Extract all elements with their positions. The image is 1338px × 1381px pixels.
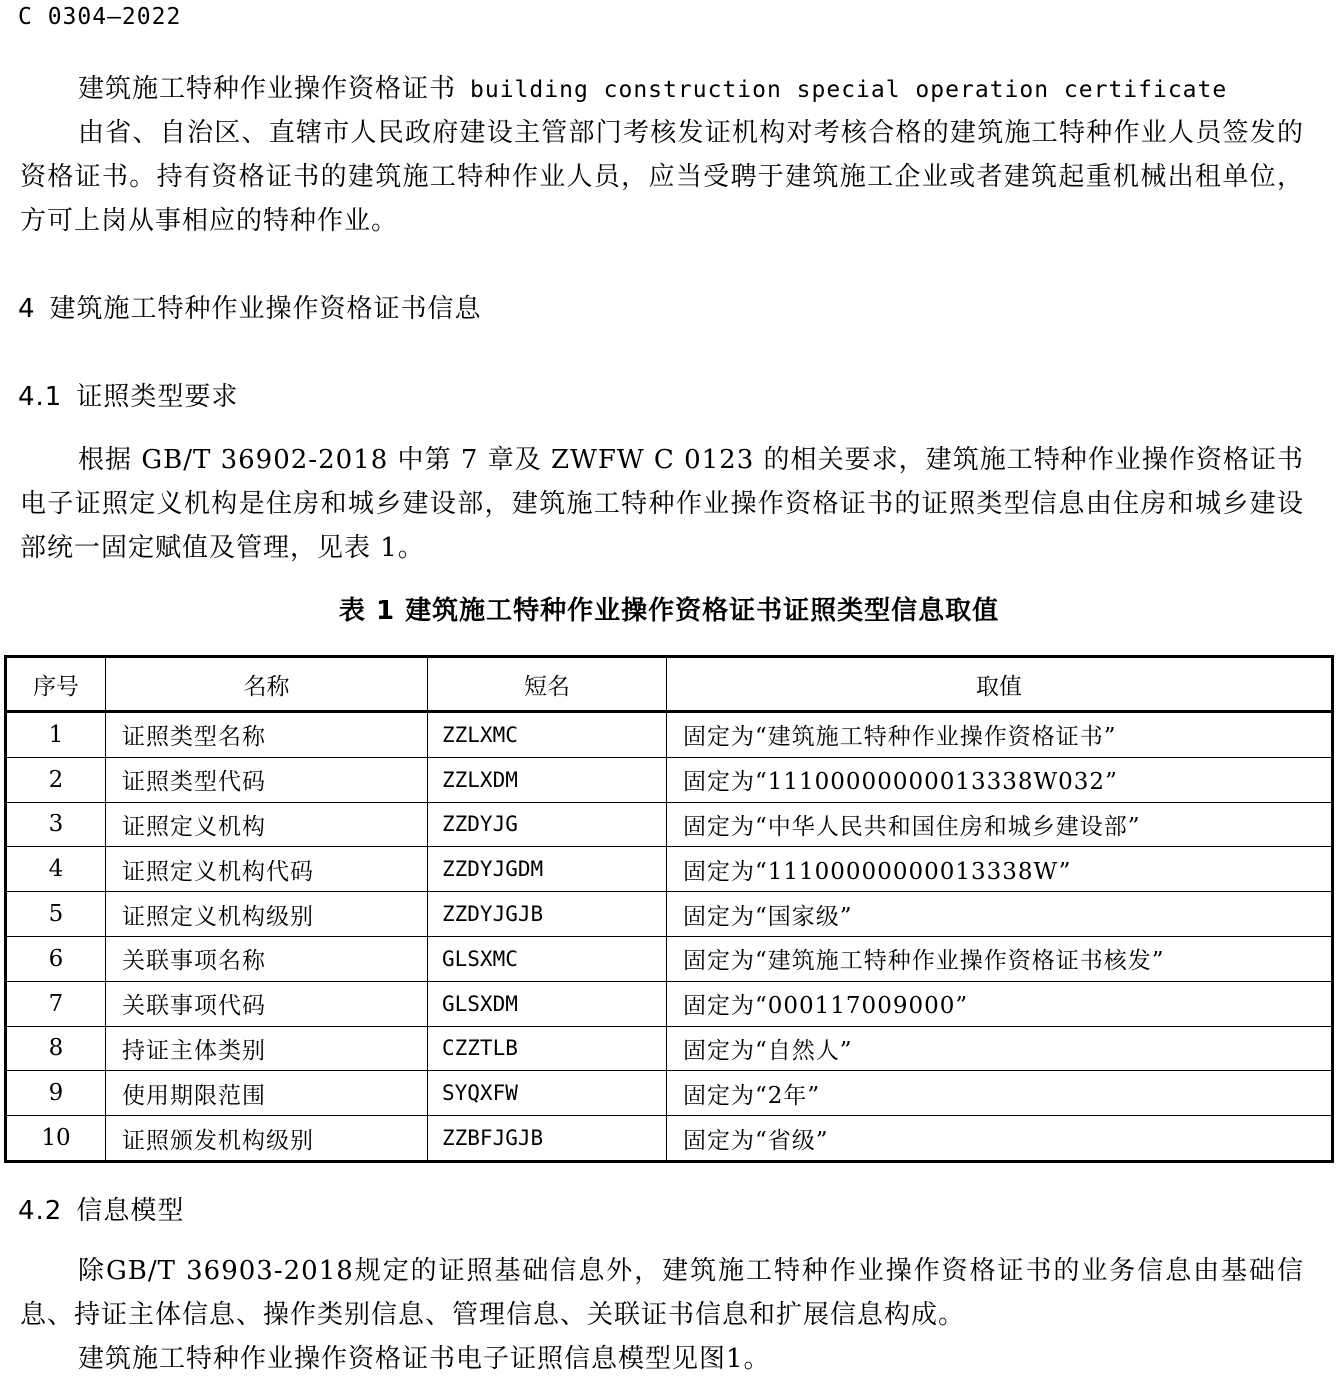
term-zh: 建筑施工特种作业操作资格证书 <box>78 74 457 104</box>
cell-value: 固定为“建筑施工特种作业操作资格证书核发” <box>667 936 1333 981</box>
table-1-caption: 表 1 建筑施工特种作业操作资格证书证照类型信息取值 <box>338 596 1000 626</box>
section-4-2-heading <box>18 1190 184 1227</box>
section-4-1-title: 证照类型要求 <box>76 382 239 412</box>
section-4-2-title: 信息模型 <box>76 1196 185 1226</box>
cell-name: 证照定义机构级别 <box>106 892 428 937</box>
cell-no: 6 <box>6 936 106 981</box>
document-code: C 0304—2022 <box>18 4 182 30</box>
table-1 <box>4 655 1334 1163</box>
cell-value: 固定为“000117009000” <box>667 981 1333 1026</box>
cell-value: 固定为“国家级” <box>667 892 1333 937</box>
cell-name: 关联事项代码 <box>106 981 428 1026</box>
section-4-2-number: 4.2 <box>18 1196 63 1226</box>
cell-name: 证照类型代码 <box>106 757 428 802</box>
cell-name: 证照定义机构代码 <box>106 847 428 892</box>
header-no: 序号 <box>6 657 106 712</box>
cell-value: 固定为“11100000000013338W” <box>667 847 1333 892</box>
cell-short: GLSXMC <box>428 936 667 981</box>
cell-short: ZZDYJGJB <box>428 892 667 937</box>
cell-no: 2 <box>6 757 106 802</box>
cell-value: 固定为“中华人民共和国住房和城乡建设部” <box>667 802 1333 847</box>
section-4-2-figure-ref: 建筑施工特种作业操作资格证书电子证照信息模型见图1。 <box>78 1344 771 1374</box>
table-row <box>6 1026 1333 1071</box>
cell-no: 5 <box>6 892 106 937</box>
cell-short: ZZLXMC <box>428 712 667 758</box>
cell-value: 固定为“省级” <box>667 1116 1333 1162</box>
section-4-1-heading <box>18 376 238 413</box>
section-4-1-number: 4.1 <box>18 382 63 412</box>
cell-no: 3 <box>6 802 106 847</box>
cell-no: 1 <box>6 712 106 758</box>
cell-value: 固定为“11100000000013338W032” <box>667 757 1333 802</box>
cell-value: 固定为“自然人” <box>667 1026 1333 1071</box>
cell-short: ZZDYJGDM <box>428 847 667 892</box>
table-row <box>6 892 1333 937</box>
cell-no: 4 <box>6 847 106 892</box>
term-title <box>78 68 1227 105</box>
header-value: 取值 <box>667 657 1333 712</box>
cell-name: 证照颁发机构级别 <box>106 1116 428 1162</box>
term-en: building construction special operation certificate <box>470 77 1228 103</box>
table-header-row <box>6 657 1333 712</box>
table-row <box>6 1071 1333 1116</box>
cell-short: GLSXDM <box>428 981 667 1026</box>
section-4-heading <box>18 288 482 325</box>
cell-name: 使用期限范围 <box>106 1071 428 1116</box>
cell-name: 持证主体类别 <box>106 1026 428 1071</box>
cell-name: 证照类型名称 <box>106 712 428 758</box>
cell-no: 10 <box>6 1116 106 1162</box>
term-definition: 由省、自治区、直辖市人民政府建设主管部门考核发证机构对考核合格的建筑施工特种作业人员签发的资格证书。持有资格证书的建筑施工特种作业人员，应当受聘于建筑施工企业或者建筑起重机械出租单位，方可上岗从事相应的特种作业。 <box>20 118 1304 236</box>
cell-name: 关联事项名称 <box>106 936 428 981</box>
table-row <box>6 847 1333 892</box>
cell-name: 证照定义机构 <box>106 802 428 847</box>
cell-short: ZZDYJG <box>428 802 667 847</box>
cell-no: 8 <box>6 1026 106 1071</box>
section-4-1-body: 根据 GB/T 36902-2018 中第 7 章及 ZWFW C 0123 的相关要求，建筑施工特种作业操作资格证书电子证照定义机构是住房和城乡建设部，建筑施工特种作业操作资格证书的证照类型信息由住房和城乡建设部统一固定赋值及管理，见表 1。 <box>20 445 1304 563</box>
cell-value: 固定为“建筑施工特种作业操作资格证书” <box>667 712 1333 758</box>
section-4-2-body: 除GB/T 36903-2018规定的证照基础信息外，建筑施工特种作业操作资格证书的业务信息由基础信息、持证主体信息、操作类别信息、管理信息、关联证书信息和扩展信息构成。 <box>20 1256 1304 1330</box>
cell-no: 7 <box>6 981 106 1026</box>
cell-value: 固定为“2年” <box>667 1071 1333 1116</box>
header-name: 名称 <box>106 657 428 712</box>
cell-short: ZZLXDM <box>428 757 667 802</box>
table-row <box>6 981 1333 1026</box>
table-row <box>6 1116 1333 1162</box>
section-4-number: 4 <box>18 294 36 324</box>
cell-short: CZZTLB <box>428 1026 667 1071</box>
cell-short: ZZBFJGJB <box>428 1116 667 1162</box>
cell-short: SYQXFW <box>428 1071 667 1116</box>
section-4-title: 建筑施工特种作业操作资格证书信息 <box>49 294 482 324</box>
table-row <box>6 936 1333 981</box>
table-row <box>6 802 1333 847</box>
cell-no: 9 <box>6 1071 106 1116</box>
table-row <box>6 712 1333 758</box>
table-row <box>6 757 1333 802</box>
header-short: 短名 <box>428 657 667 712</box>
